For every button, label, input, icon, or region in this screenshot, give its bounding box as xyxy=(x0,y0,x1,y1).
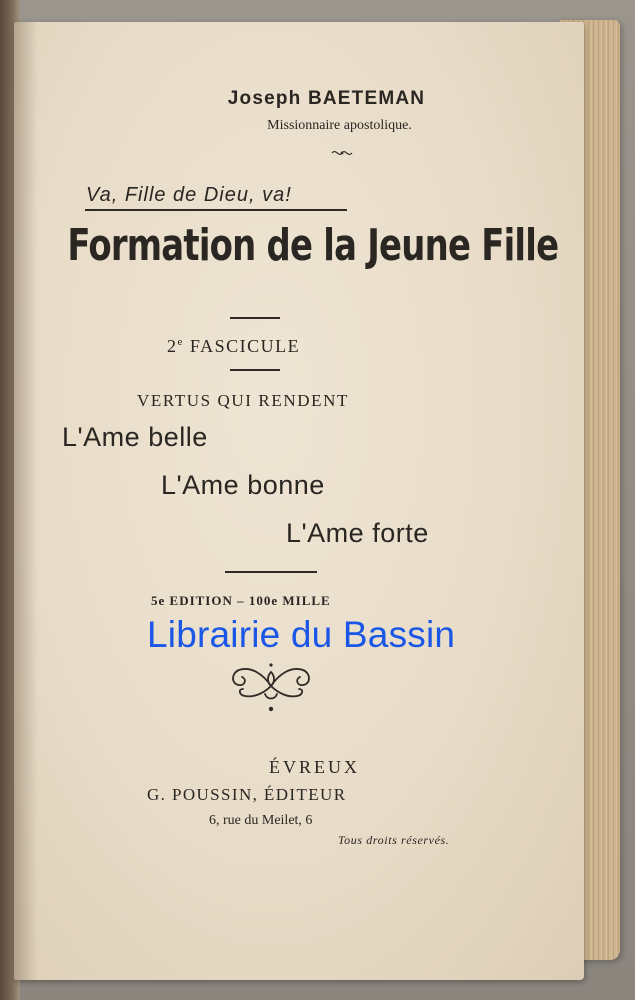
virtue-line: L'Ame bonne xyxy=(161,470,325,500)
rights-notice: Tous droits réservés. xyxy=(338,833,450,847)
virtue-line: L'Ame belle xyxy=(62,422,208,452)
title-page xyxy=(14,22,584,980)
fleuron-ornament-icon xyxy=(223,656,319,716)
author-name: Joseph BAETEMAN xyxy=(227,88,426,109)
divider-rule xyxy=(230,369,280,371)
publisher: G. POUSSIN, ÉDITEUR xyxy=(147,785,347,804)
virtue-line: L'Ame forte xyxy=(286,518,429,548)
edition-info: 5e EDITION – 100e MILLE xyxy=(151,593,331,608)
small-ornament-icon xyxy=(330,147,354,159)
city: ÉVREUX xyxy=(269,757,360,777)
address: 6, rue du Meilet, 6 xyxy=(209,813,313,828)
page-gutter-shadow xyxy=(14,22,38,980)
virtues-heading: VERTUS QUI RENDENT xyxy=(137,391,349,410)
divider-rule xyxy=(225,571,317,573)
author-role: Missionnaire apostolique. xyxy=(267,118,412,133)
divider-rule xyxy=(230,317,280,319)
watermark-text: Librairie du Bassin xyxy=(147,614,456,655)
fascicule: 2e FASCICULE xyxy=(167,336,301,356)
motto: Va, Fille de Dieu, va! xyxy=(86,184,292,206)
book-title: Formation de la Jeune Fille xyxy=(67,220,558,271)
motto-underline xyxy=(85,209,347,211)
